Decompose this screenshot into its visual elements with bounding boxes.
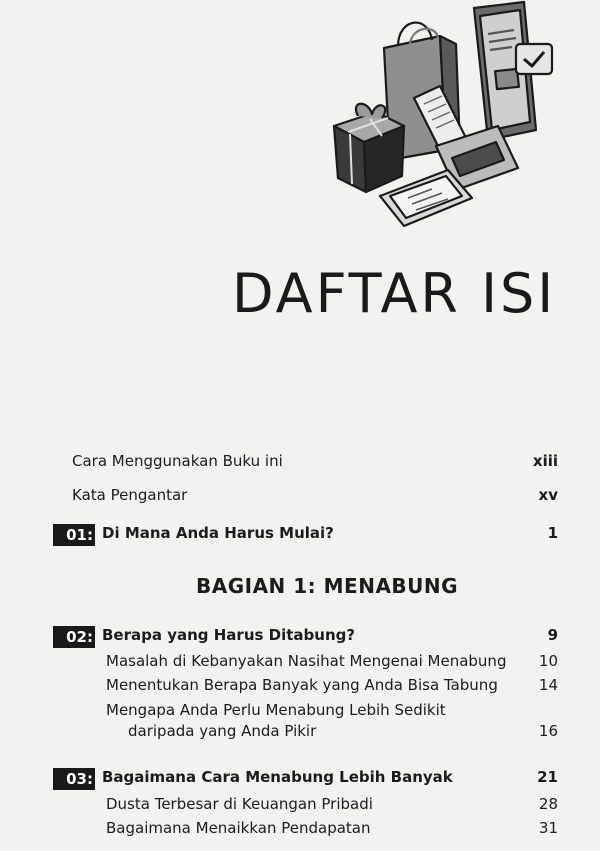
chapter-number-badge: 02: <box>53 626 95 648</box>
entry-label-continued: daripada yang Anda Pikir <box>128 722 317 740</box>
chapter-number-badge: 01: <box>53 524 95 546</box>
entry-label: Bagaimana Menaikkan Pendapatan <box>106 819 371 837</box>
chapter-number-badge: 03: <box>53 768 95 790</box>
entry-label: Masalah di Kebanyakan Nasihat Mengenai Menabung <box>106 652 507 670</box>
entry-page: xiii <box>532 452 558 470</box>
chapter-page: 1 <box>547 524 558 542</box>
entry-page: 10 <box>538 652 558 670</box>
entry-label: Menentukan Berapa Banyak yang Anda Bisa Tabung <box>106 676 498 694</box>
page-title: DAFTAR ISI <box>232 262 557 325</box>
chapter-title: Bagaimana Cara Menabung Lebih Banyak <box>102 768 453 786</box>
entry-label: Cara Menggunakan Buku ini <box>72 452 283 470</box>
chapter-title: Di Mana Anda Harus Mulai? <box>102 524 334 542</box>
part-heading: BAGIAN 1: MENABUNG <box>196 574 459 598</box>
chapter-page: 21 <box>537 768 558 786</box>
entry-label: Mengapa Anda Perlu Menabung Lebih Sedikit <box>106 701 446 719</box>
chapter-title: Berapa yang Harus Ditabung? <box>102 626 356 644</box>
chapter-page: 9 <box>547 626 558 644</box>
entry-page: 31 <box>538 819 558 837</box>
entry-page: 14 <box>538 676 558 694</box>
entry-page: 16 <box>538 722 558 740</box>
entry-label: Dusta Terbesar di Keuangan Pribadi <box>106 795 373 813</box>
entry-page: 28 <box>538 795 558 813</box>
shopping-illustration <box>328 0 560 232</box>
entry-page: xv <box>538 486 558 504</box>
entry-label: Kata Pengantar <box>72 486 188 504</box>
